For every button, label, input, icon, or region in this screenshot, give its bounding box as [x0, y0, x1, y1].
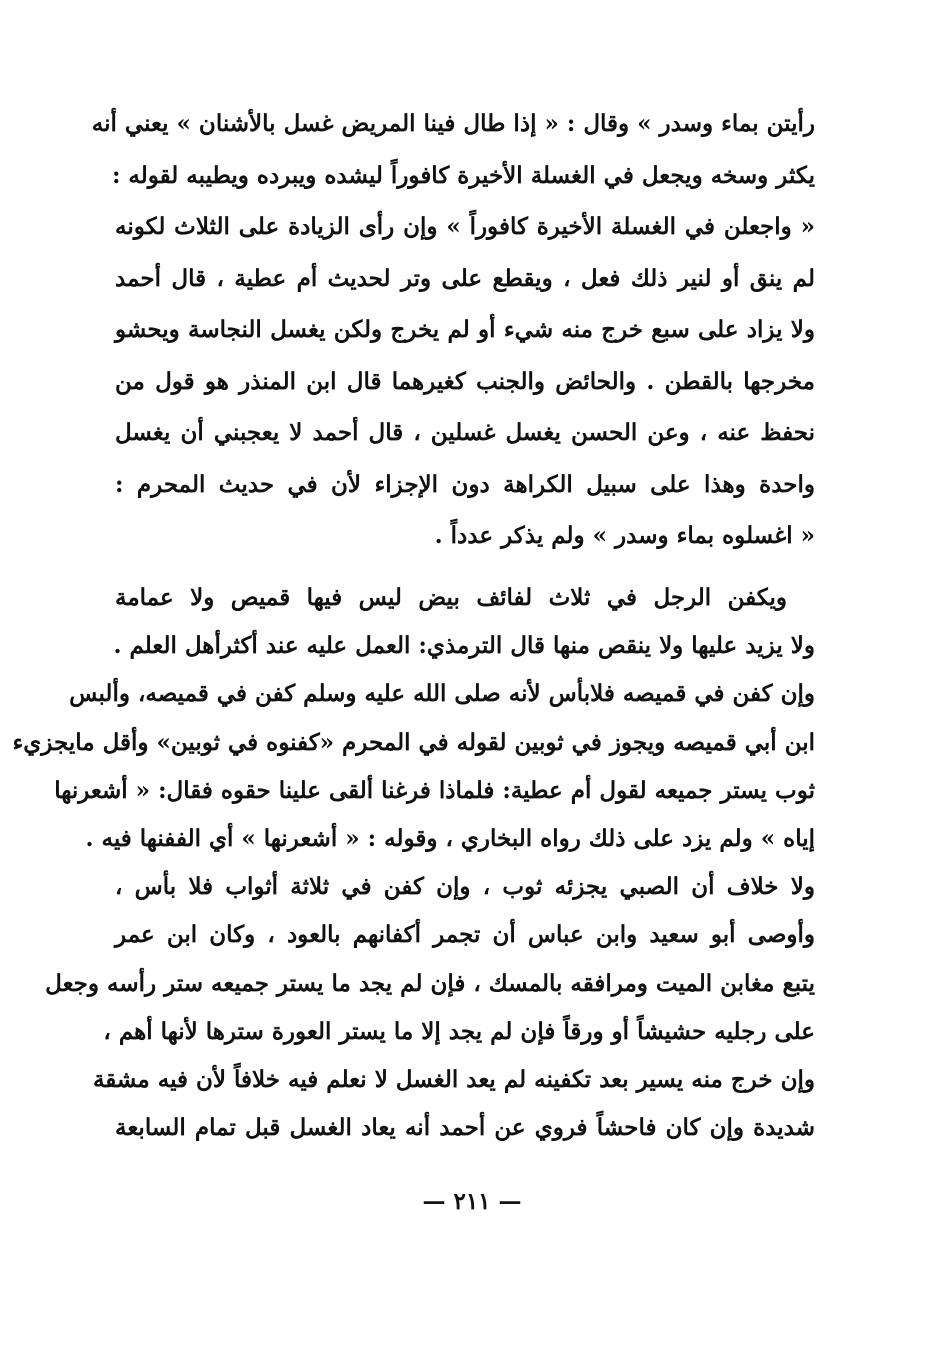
- text-line: وإن كفن في قميصه فلابأس لأنه صلى الله عليه وسلم كفن في قميصه، وألبس: [69, 680, 815, 708]
- text-line: شديدة وإن كان فاحشاً فروي عن أحمد أنه يعاد الغسل قبل تمام السابعة: [115, 1114, 815, 1142]
- text-line: وإن خرج منه يسير بعد تكفينه لم يعد الغسل لا نعلم فيه خلافاً لأن فيه مشقة: [92, 1065, 815, 1093]
- text-line: ولا يزيد عليها ولا ينقص منها قال الترمذي: العمل عليه عند أكثرأهل العلم .: [113, 632, 815, 660]
- text-line: واحدة وهذا على سبيل الكراهة دون الإجزاء لأن في حديث المحرم :: [115, 470, 815, 498]
- text-line: على رجليه حشيشاً أو ورقاً فإن لم يجد إلا ما يستر العورة سترها لأنها أهم ،: [103, 1017, 815, 1045]
- text-line: ثوب يستر جميعه لقول أم عطية: فلماذا فرغنا ألقى علينا حقوه فقال: « أشعرنها: [54, 776, 815, 804]
- text-line: وأوصى أبو سعيد وابن عباس أن تجمر أكفانهم بالعود ، وكان ابن عمر: [115, 921, 815, 949]
- text-line: ولا خلاف أن الصبي يجزئه ثوب ، وإن كفن في ثلاثة أثواب فلا بأس ،: [115, 873, 815, 901]
- page-number: — ٢١١ —: [422, 1188, 522, 1215]
- paragraph-1: [91, 98, 815, 562]
- text-line: رأيتن بماء وسدر » وقال : « إذا طال فينا المريض غسل بالأشنان » يعني أنه: [91, 110, 815, 137]
- text-line: يكثر وسخه ويجعل في الغسلة الأخيرة كافوراً ليشده ويبرده ويطيبه لقوله :: [111, 161, 815, 189]
- text-line: ابن أبي قميصه ويجوز في ثوبين لقوله في المحرم «كفنوه في ثوبين» وأقل مايجزيء: [12, 728, 815, 756]
- text-line: يتبع مغابن الميت ومرافقه بالمسك ، فإن لم يجد ما يستر جميعه ستر رأسه وجعل: [45, 969, 815, 997]
- text-line: مخرجها بالقطن . والحائض والجنب كغيرهما قال ابن المنذر هو قول من: [115, 367, 815, 395]
- paragraph-2: [12, 574, 815, 1152]
- text-line: « اغسلوه بماء وسدر » ولم يذكر عدداً .: [434, 522, 815, 549]
- text-line: ولا يزاد على سبع خرج منه شيء أو لم يخرج ولكن يغسل النجاسة ويحشو: [115, 316, 815, 343]
- text-line: ويكفن الرجل في ثلاث لفائف بيض ليس فيها قميص ولا عمامة: [115, 584, 787, 611]
- text-line: « واجعلن في الغسلة الأخيرة كافوراً » وإن رأى الزيادة على الثلاث لكونه: [115, 213, 815, 240]
- text-line: إياه » ولم يزد على ذلك رواه البخاري ، وقوله : « أشعرنها » أي الففنها فيه .: [85, 824, 815, 852]
- text-line: لم ينق أو لنير ذلك فعل ، ويقطع على وتر لحديث أم عطية ، قال أحمد: [115, 264, 815, 292]
- text-line: نحفظ عنه ، وعن الحسن يغسل غسلين ، قال أحمد لا يعجبني أن يغسل: [115, 419, 815, 446]
